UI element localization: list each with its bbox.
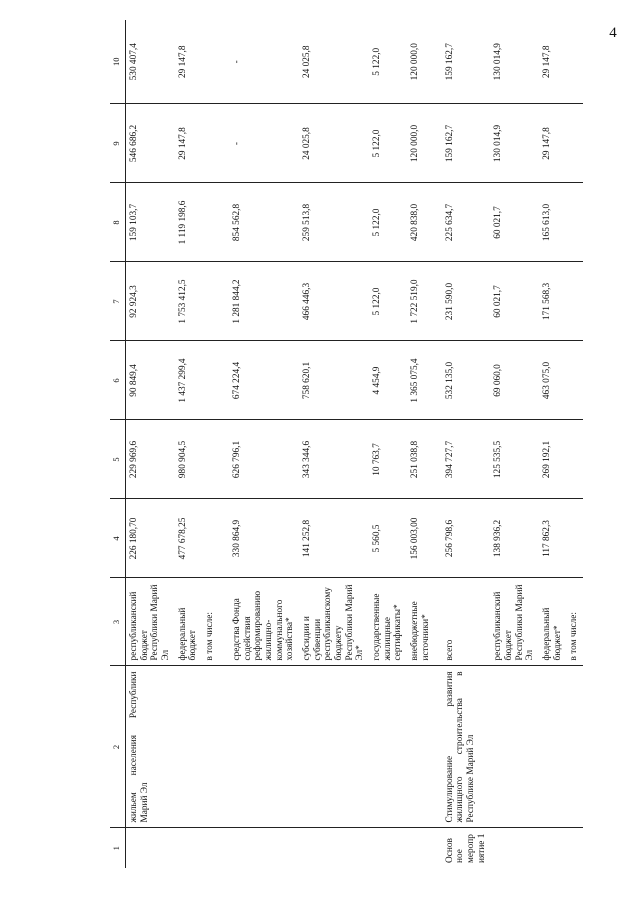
value-cell: 1 119 198,6 (175, 183, 202, 262)
measure-cell (490, 828, 539, 868)
value-cell: 546 686,2 (126, 104, 175, 183)
value-cell: 138 936,2 (490, 499, 539, 578)
value-cell (566, 420, 583, 499)
value-cell: 1 722 519,0 (407, 262, 434, 341)
value-cell (202, 104, 219, 183)
value-cell (202, 420, 219, 499)
value-cell: 130 014,9 (493, 43, 504, 81)
spacer-cell (219, 183, 229, 262)
measure-cell (407, 828, 434, 868)
description-cell: жильем населения Республики Марий Эл (126, 666, 175, 828)
value-cell: 1 281 844,2 (229, 262, 299, 341)
measure-cell (126, 828, 175, 868)
value-cell: 159 103,7 (126, 183, 175, 262)
value-cell: 466 446,3 (299, 262, 369, 341)
value-cell: 251 038,8 (407, 420, 434, 499)
value-cell: 269 192,1 (539, 420, 566, 499)
column-number: 9 (110, 104, 126, 183)
value-cell: 159 162,7 (435, 104, 491, 183)
value-cell (202, 499, 219, 578)
column-number: 1 (110, 828, 126, 868)
value-cell: 29 147,8 (177, 45, 188, 79)
column-number: 10 (110, 20, 126, 104)
value-cell: 225 634,7 (435, 183, 491, 262)
value-cell: 5 122,0 (369, 104, 407, 183)
spacer-cell (219, 828, 229, 868)
value-cell (566, 499, 583, 578)
value-cell: 159 162,7 (444, 43, 455, 81)
page-number: 4 (609, 25, 617, 41)
description-cell (202, 666, 219, 828)
value-cell: 226 180,70 (126, 499, 175, 578)
value-cell (566, 262, 583, 341)
description-cell (490, 666, 539, 828)
spacer-cell (219, 104, 229, 183)
value-cell: 10 763,7 (369, 420, 407, 499)
spacer-cell (219, 20, 229, 104)
funding-source-cell: в том числе: (566, 578, 583, 666)
value-cell: 854 562,8 (229, 183, 299, 262)
funding-source-cell: средства Фонда содействия реформированию жилищно-коммунального хозяйства* (229, 578, 299, 666)
value-cell: 117 862,3 (539, 499, 566, 578)
value-cell: 259 513,8 (299, 183, 369, 262)
column-number: 3 (110, 578, 126, 666)
description-cell (229, 666, 299, 828)
budget-table (110, 20, 583, 868)
column-number: 7 (110, 262, 126, 341)
value-cell: - (229, 104, 299, 183)
measure-cell (369, 828, 407, 868)
value-cell: 394 727,7 (435, 420, 491, 499)
value-cell: 477 678,25 (175, 499, 202, 578)
description-cell (539, 666, 566, 828)
value-cell: 24 025,8 (301, 45, 312, 79)
value-cell: 674 224,4 (229, 341, 299, 420)
value-cell: 532 135,0 (435, 341, 491, 420)
value-cell: - (231, 60, 242, 64)
funding-source-cell: всего (435, 578, 491, 666)
value-cell: 29 147,8 (542, 45, 552, 79)
value-cell: 120 000,0 (407, 104, 434, 183)
value-cell (566, 104, 583, 183)
value-cell: 130 014,9 (490, 104, 539, 183)
value-cell: 5 122,0 (369, 262, 407, 341)
measure-cell (566, 828, 583, 868)
table-row (490, 20, 539, 868)
value-cell: 29 147,8 (175, 104, 202, 183)
measure-cell: Основное мероприятие 1 (435, 828, 491, 868)
column-number: 6 (110, 341, 126, 420)
value-cell: 980 904,5 (175, 420, 202, 499)
value-cell: 1 365 075,4 (407, 341, 434, 420)
value-cell (566, 183, 583, 262)
measure-cell (299, 828, 369, 868)
value-cell: 165 613,0 (539, 183, 566, 262)
value-cell: 90 849,4 (126, 341, 175, 420)
value-cell: 60 021,7 (490, 183, 539, 262)
table-row (369, 20, 407, 868)
description-cell (407, 666, 434, 828)
value-cell: 530 407,4 (129, 43, 139, 81)
value-cell: 463 075,0 (539, 341, 566, 420)
value-cell: 231 590,0 (435, 262, 491, 341)
value-cell: 69 060,0 (490, 341, 539, 420)
value-cell (202, 341, 219, 420)
table-row (299, 20, 369, 868)
value-cell: 24 025,8 (299, 104, 369, 183)
spacer-cell (219, 341, 229, 420)
value-cell: 5 122,0 (372, 47, 383, 76)
value-cell: 120 000,0 (410, 43, 421, 81)
column-number: 8 (110, 183, 126, 262)
funding-source-cell: федеральный бюджет (175, 578, 202, 666)
value-cell: 256 798,6 (435, 499, 491, 578)
value-cell (566, 20, 583, 104)
value-cell: 343 344,6 (299, 420, 369, 499)
value-cell (202, 20, 219, 104)
table-row (126, 20, 175, 868)
value-cell: 5 122,0 (369, 183, 407, 262)
value-cell: 229 969,6 (126, 420, 175, 499)
value-cell: 4 454,9 (369, 341, 407, 420)
value-cell: 92 924,3 (126, 262, 175, 341)
spacer-cell (219, 420, 229, 499)
value-cell (566, 341, 583, 420)
value-cell: 141 252,8 (299, 499, 369, 578)
table-row (229, 20, 299, 868)
rotated-table-container (110, 20, 580, 868)
value-cell: 171 568,3 (539, 262, 566, 341)
funding-source-cell: государственные жилищные сертификаты* (369, 578, 407, 666)
value-cell (202, 183, 219, 262)
spacer-cell (219, 499, 229, 578)
funding-source-cell: субсидии и субвенции республиканскому бюджету Республики Марий Эл* (299, 578, 369, 666)
measure-cell (175, 828, 202, 868)
spacer-cell (219, 666, 229, 828)
table-row (407, 20, 434, 868)
column-number: 2 (110, 666, 126, 828)
value-cell: 5 560,5 (369, 499, 407, 578)
funding-source-cell: в том числе: (202, 578, 219, 666)
value-cell: 758 620,1 (299, 341, 369, 420)
value-cell: 1 753 412,5 (175, 262, 202, 341)
value-cell: 626 796,1 (229, 420, 299, 499)
funding-source-cell: внебюджетные источники* (407, 578, 434, 666)
value-cell: 125 535,5 (490, 420, 539, 499)
value-cell: 1 437 299,4 (175, 341, 202, 420)
column-number: 4 (110, 499, 126, 578)
table-row (566, 20, 583, 868)
spacer-cell (219, 578, 229, 666)
spacer-row (219, 20, 229, 868)
column-number: 5 (110, 420, 126, 499)
spacer-cell (219, 262, 229, 341)
table-row (435, 20, 491, 868)
table-row (175, 20, 202, 868)
description-cell (566, 666, 583, 828)
value-cell: 60 021,7 (490, 262, 539, 341)
column-number-row (110, 20, 126, 868)
value-cell: 420 838,0 (407, 183, 434, 262)
description-cell: Стимулирование развития жилищного строительства в Республике Марий Эл (435, 666, 491, 828)
value-cell: 330 864,9 (229, 499, 299, 578)
measure-cell (202, 828, 219, 868)
funding-source-cell: республиканский бюджет Республики Марий Эл (490, 578, 539, 666)
value-cell: 156 003,00 (407, 499, 434, 578)
table-row (202, 20, 219, 868)
value-cell (202, 262, 219, 341)
funding-source-cell: республиканский бюджет Республики Марий Эл (126, 578, 175, 666)
funding-source-cell: федеральный бюджет* (539, 578, 566, 666)
description-cell (369, 666, 407, 828)
measure-cell (539, 828, 566, 868)
table-row (539, 20, 566, 868)
description-cell (175, 666, 202, 828)
measure-cell (229, 828, 299, 868)
description-cell (299, 666, 369, 828)
value-cell: 29 147,8 (539, 104, 566, 183)
